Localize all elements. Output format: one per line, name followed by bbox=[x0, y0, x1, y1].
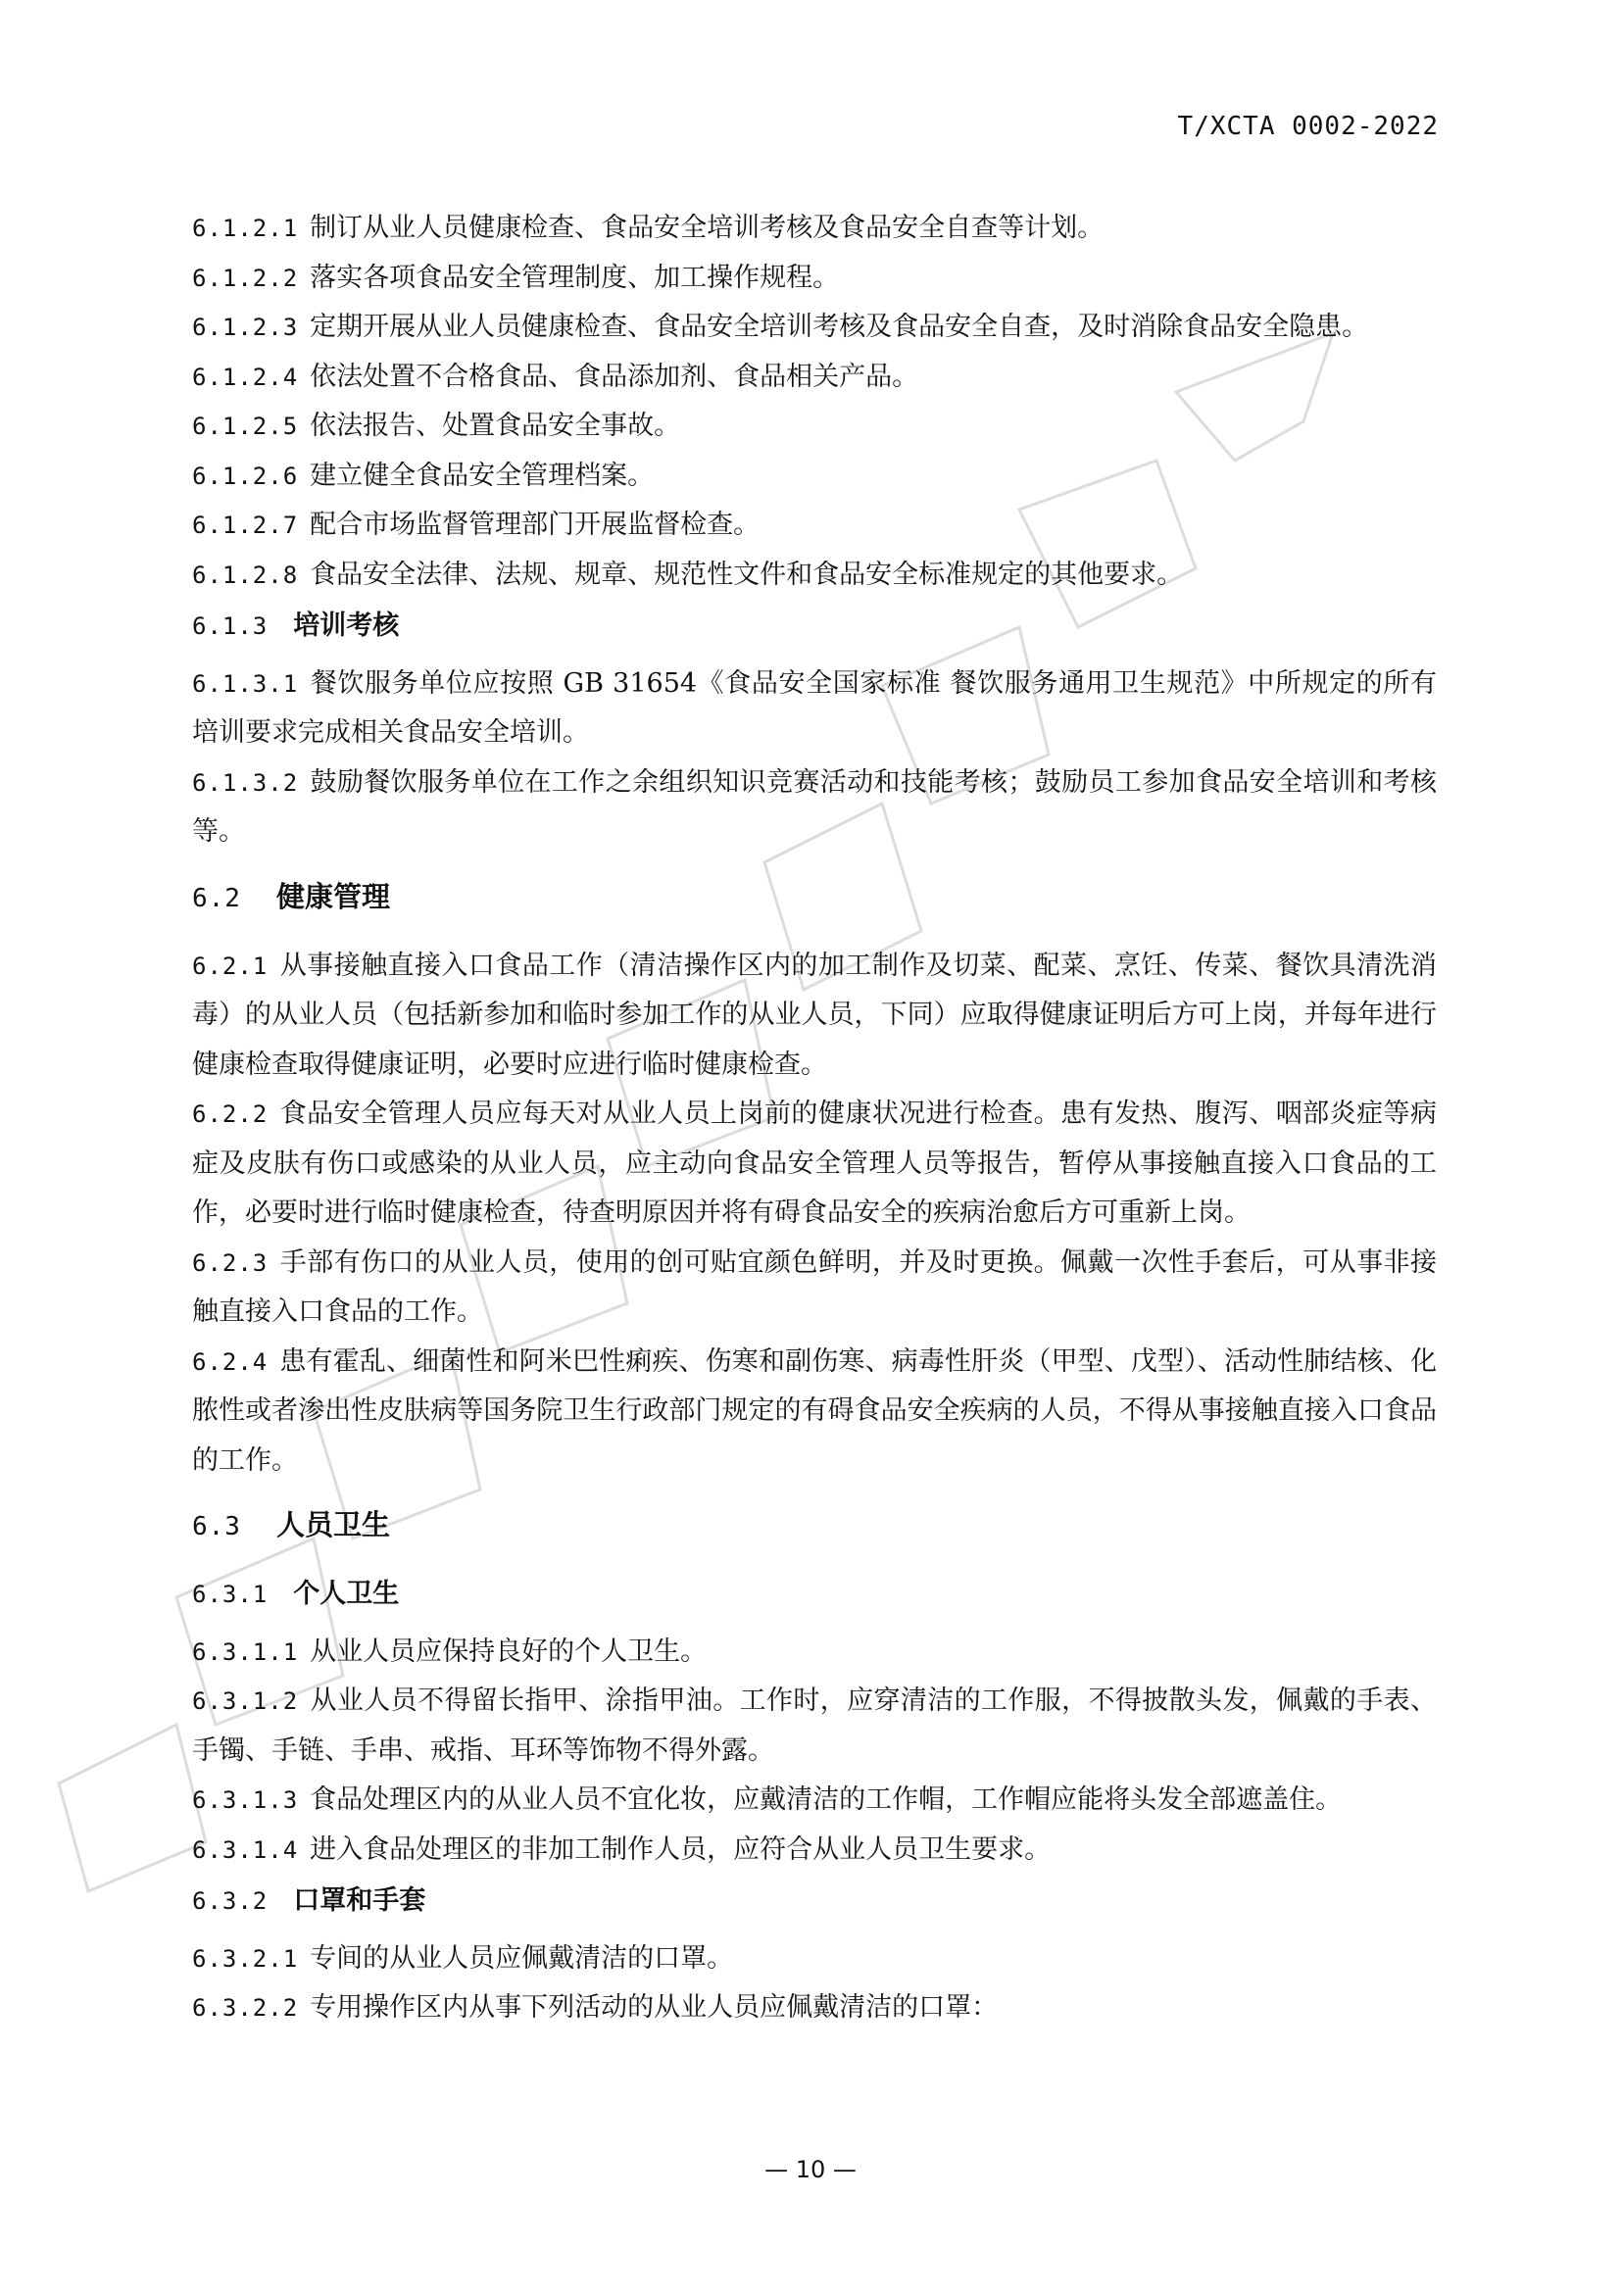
clause-text: 患有霍乱、细菌性和阿米巴性痢疾、伤寒和副伤寒、病毒性肝炎（甲型、戊型）、活动性肺结核、化脓性或者渗出性皮肤病等国务院卫生行政部门规定的有碍食品安全疾病的人员，不得从事接触直接入口食品的工作。 bbox=[192, 1345, 1437, 1476]
clause-text: 餐饮服务单位应按照 GB 31654《食品安全国家标准 餐饮服务通用卫生规范》中所规定的所有培训要求完成相关食品安全培训。 bbox=[192, 667, 1437, 748]
clause-6-1-2-7 bbox=[192, 501, 1437, 551]
clause-number: 6.3.1.1 bbox=[192, 1637, 299, 1666]
clause-6-2-4 bbox=[192, 1338, 1437, 1487]
clause-6-3-2-2 bbox=[192, 1983, 1437, 2033]
clause-text: 建立健全食品安全管理档案。 bbox=[310, 460, 655, 491]
clause-6-3-1-4 bbox=[192, 1826, 1437, 1876]
clause-number: 6.2.3 bbox=[192, 1248, 269, 1277]
clause-text: 从事接触直接入口食品工作（清洁操作区内的加工制作及切菜、配菜、烹饪、传菜、餐饮具清洗消毒）的从业人员（包括新参加和临时参加工作的从业人员，下同）应取得健康证明后方可上岗，并每年进行健康检查取得健康证明，必要时应进行临时健康检查。 bbox=[192, 950, 1437, 1080]
document-code: T/XCTA 0002-2022 bbox=[1177, 112, 1439, 141]
heading-number: 6.3.2 bbox=[192, 1887, 269, 1915]
clause-text: 配合市场监督管理部门开展监督检查。 bbox=[310, 510, 761, 540]
clause-text: 进入食品处理区的非加工制作人员，应符合从业人员卫生要求。 bbox=[310, 1833, 1052, 1865]
clause-6-1-2-1 bbox=[192, 204, 1437, 254]
clause-6-2-2 bbox=[192, 1090, 1437, 1239]
clause-text: 依法处置不合格食品、食品添加剂、食品相关产品。 bbox=[310, 361, 919, 392]
clause-number: 6.3.2.1 bbox=[192, 1944, 299, 1973]
clause-number: 6.1.3.2 bbox=[192, 768, 299, 797]
clause-6-1-3-2 bbox=[192, 758, 1437, 857]
heading-6-2 bbox=[192, 871, 1437, 924]
clause-number: 6.3.1.3 bbox=[192, 1786, 299, 1814]
clause-text: 食品处理区内的从业人员不宜化妆，应戴清洁的工作帽，工作帽应能将头发全部遮盖住。 bbox=[310, 1784, 1343, 1815]
clause-number: 6.2.4 bbox=[192, 1347, 269, 1376]
clause-text: 食品安全管理人员应每天对从业人员上岗前的健康状况进行检查。患有发热、腹泻、咽部炎症等病症及皮肤有伤口或感染的从业人员，应主动向食品安全管理人员等报告，暂停从事接触直接入口食品的工作，必要时进行临时健康检查，待查明原因并将有碍食品安全的疾病治愈后方可重新上岗。 bbox=[192, 1099, 1437, 1228]
clause-text: 依法报告、处置食品安全事故。 bbox=[310, 411, 681, 441]
heading-6-3-2 bbox=[192, 1877, 1437, 1927]
heading-6-3-1 bbox=[192, 1570, 1437, 1620]
clause-text: 定期开展从业人员健康检查、食品安全培训考核及食品安全自查，及时消除食品安全隐患。 bbox=[310, 312, 1369, 342]
heading-6-1-3 bbox=[192, 602, 1437, 652]
clause-6-1-2-6 bbox=[192, 452, 1437, 502]
heading-number: 6.2 bbox=[192, 883, 241, 913]
clause-text: 专用操作区内从事下列活动的从业人员应佩戴清洁的口罩： bbox=[310, 1992, 999, 2023]
heading-title: 口罩和手套 bbox=[293, 1885, 426, 1916]
clause-6-3-2-1 bbox=[192, 1934, 1437, 1984]
clause-6-1-3-1 bbox=[192, 659, 1437, 758]
clause-number: 6.1.2.4 bbox=[192, 363, 299, 391]
clause-6-1-2-4 bbox=[192, 353, 1437, 403]
document-body bbox=[192, 204, 1437, 2033]
clause-number: 6.1.3.1 bbox=[192, 669, 299, 698]
heading-number: 6.3 bbox=[192, 1512, 241, 1541]
clause-text: 从业人员应保持良好的个人卫生。 bbox=[310, 1636, 708, 1667]
clause-text: 专间的从业人员应佩戴清洁的口罩。 bbox=[310, 1942, 734, 1974]
clause-number: 6.1.2.8 bbox=[192, 561, 299, 589]
clause-text: 手部有伤口的从业人员，使用的创可贴宜颜色鲜明，并及时更换。佩戴一次性手套后，可从事非接触直接入口食品的工作。 bbox=[192, 1246, 1437, 1327]
clause-text: 制订从业人员健康检查、食品安全培训考核及食品安全自查等计划。 bbox=[310, 213, 1105, 243]
clause-text: 鼓励餐饮服务单位在工作之余组织知识竞赛活动和技能考核；鼓励员工参加食品安全培训和考核等。 bbox=[192, 766, 1437, 847]
page-number: — 10 — bbox=[764, 2156, 857, 2183]
clause-6-1-2-3 bbox=[192, 303, 1437, 353]
clause-6-1-2-5 bbox=[192, 402, 1437, 452]
clause-6-3-1-1 bbox=[192, 1628, 1437, 1678]
clause-6-3-1-2 bbox=[192, 1677, 1437, 1776]
clause-text: 从业人员不得留长指甲、涂指甲油。工作时，应穿清洁的工作服，不得披散头发，佩戴的手表、手镯、手链、手串、戒指、耳环等饰物不得外露。 bbox=[192, 1685, 1437, 1766]
heading-title: 健康管理 bbox=[275, 879, 390, 913]
clause-number: 6.1.2.6 bbox=[192, 462, 299, 490]
heading-number: 6.1.3 bbox=[192, 612, 269, 640]
clause-6-2-3 bbox=[192, 1239, 1437, 1338]
clause-number: 6.2.1 bbox=[192, 952, 269, 980]
heading-title: 培训考核 bbox=[293, 611, 400, 641]
clause-number: 6.2.2 bbox=[192, 1100, 269, 1128]
heading-title: 个人卫生 bbox=[293, 1579, 400, 1609]
clause-6-1-2-2 bbox=[192, 254, 1437, 304]
heading-6-3 bbox=[192, 1499, 1437, 1552]
clause-6-3-1-3 bbox=[192, 1776, 1437, 1826]
clause-number: 6.1.2.7 bbox=[192, 512, 299, 539]
clause-text: 落实各项食品安全管理制度、加工操作规程。 bbox=[310, 262, 840, 293]
clause-6-1-2-8 bbox=[192, 551, 1437, 601]
clause-number: 6.1.2.2 bbox=[192, 264, 299, 292]
heading-title: 人员卫生 bbox=[275, 1508, 390, 1541]
clause-number: 6.1.2.3 bbox=[192, 314, 299, 341]
clause-number: 6.1.2.5 bbox=[192, 413, 299, 440]
clause-text: 食品安全法律、法规、规章、规范性文件和食品安全标准规定的其他要求。 bbox=[310, 559, 1184, 590]
clause-6-2-1 bbox=[192, 942, 1437, 1091]
clause-number: 6.3.1.2 bbox=[192, 1687, 299, 1715]
heading-number: 6.3.1 bbox=[192, 1581, 269, 1608]
clause-number: 6.3.1.4 bbox=[192, 1835, 299, 1864]
clause-number: 6.3.2.2 bbox=[192, 1994, 299, 2022]
clause-number: 6.1.2.1 bbox=[192, 215, 299, 242]
